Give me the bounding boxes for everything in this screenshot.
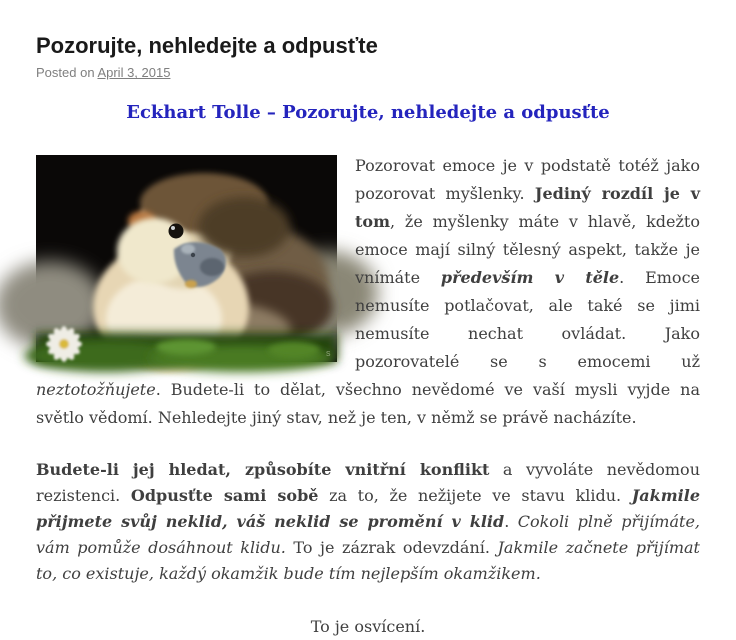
- photo-watermark: s: [326, 347, 331, 358]
- gosling-photo: [36, 155, 337, 362]
- closing-line: To je osvícení.: [310, 616, 426, 636]
- text-segment: Jakmile přijmete svůj neklid, váš neklid se promění v klid: [36, 485, 701, 531]
- text-segment: To je zázrak odevzdání.: [285, 537, 498, 557]
- post-subtitle: Eckhart Tolle – Pozorujte, nehledejte a odpusťte: [126, 102, 610, 124]
- text-segment: Pozorovat emoce je v podstatě totéž jako pozorovat myšlenky.: [355, 155, 700, 203]
- post-date-link[interactable]: April 3, 2015: [97, 65, 171, 81]
- beak-nostril: [191, 253, 195, 257]
- text-segment: neztotožňujete: [36, 379, 156, 399]
- text-segment: především v těle: [440, 267, 620, 287]
- post-meta: [36, 65, 700, 80]
- beak-shadow: [200, 258, 224, 276]
- text-segment: Budete-li jej hledat, způsobíte vnitřní konflikt: [36, 459, 490, 479]
- text-segment: za to, že nežijete ve stavu klidu.: [318, 485, 632, 505]
- grass-blade-center: [156, 339, 216, 355]
- text-segment: .: [504, 511, 518, 531]
- posted-on-label: Posted on: [36, 65, 95, 81]
- paragraph-2: [36, 457, 700, 587]
- text-segment: . Budete-li to dělat, všechno nevědomé ve vaší mysli vyjde na světlo vědomí. Nehledejte jiný stav, než je ten, v němž se právě nacházíte.: [36, 379, 700, 427]
- gosling-eye: [169, 223, 184, 238]
- text-segment: a vyvoláte nevědomou rezistenci.: [36, 459, 700, 505]
- text-segment: Jakmile začnete přijímat to, co existuje, každý okamžik bude tím nejlepším okamžikem.: [36, 537, 700, 583]
- post-image: [36, 155, 337, 362]
- blog-post-page: [0, 33, 736, 636]
- beak-yellow-tip: [185, 280, 197, 288]
- text-segment: , že myšlenky máte v hlavě, kdežto emoce mají silný tělesný aspekt, takže je vnímáte: [355, 211, 700, 287]
- daisy-center: [59, 339, 69, 349]
- text-segment: Cokoli plně přijímáte, vám pomůže dosáhnout klidu.: [36, 511, 701, 557]
- post-title: Pozorujte, nehledejte a odpusťte: [36, 33, 378, 58]
- beak-highlight: [181, 244, 195, 254]
- post-body: [36, 152, 700, 640]
- gosling-eye-glint: [171, 226, 175, 230]
- text-segment: Jediný rozdíl je v tom: [355, 183, 701, 231]
- grass-blade-right: [268, 342, 320, 358]
- text-segment: Odpusťte sami sobě: [130, 485, 319, 505]
- text-segment: . Emoce nemusíte potlačovat, ale také se jimi nemusíte nechat ovládat. Jako pozorovatelé se s emocemi už: [355, 267, 700, 371]
